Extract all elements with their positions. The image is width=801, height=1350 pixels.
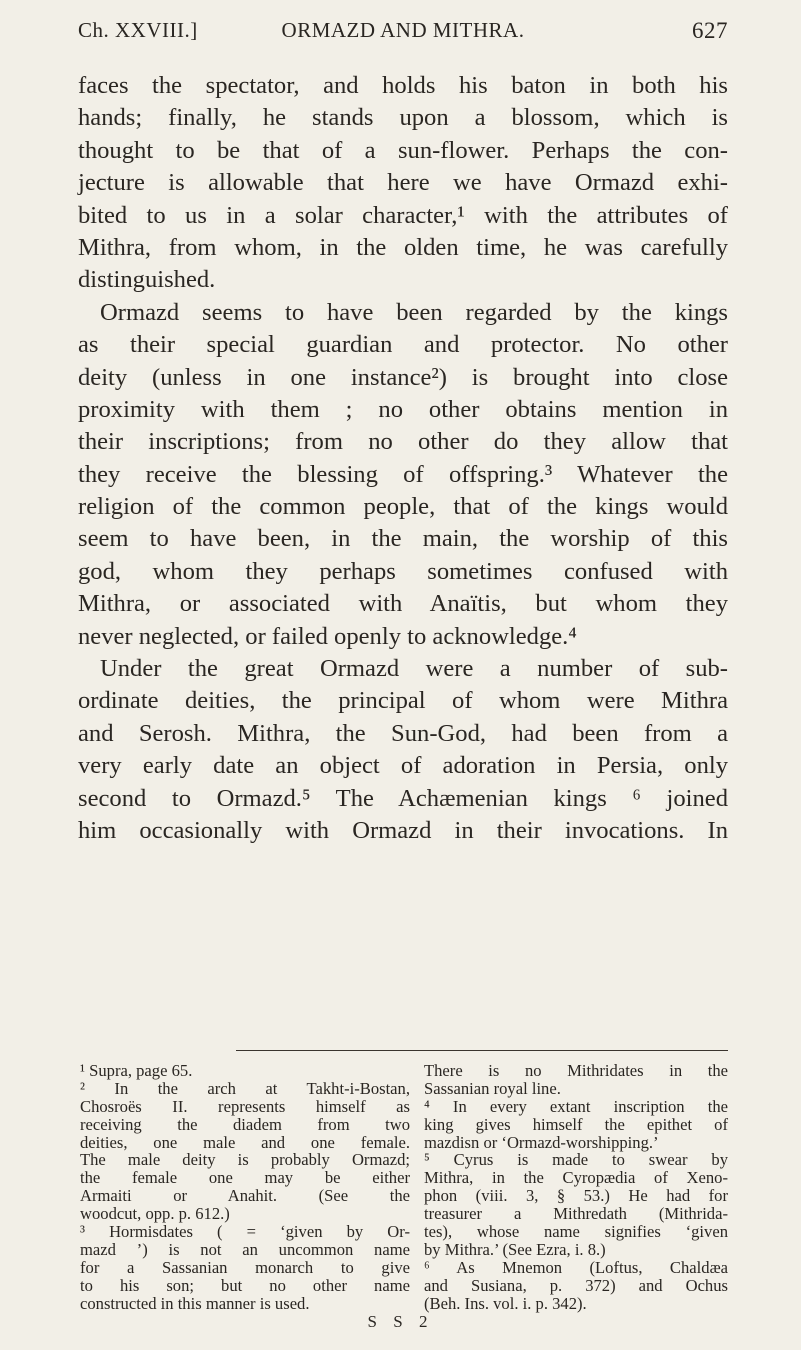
footnote-line: (Beh. Ins. vol. i. p. 342). (424, 1293, 587, 1313)
footnote-line: Armaiti or Anahit. (See the (80, 1186, 410, 1206)
text-line: as their special guardian and protector. No other (78, 331, 728, 359)
text-line: and Serosh. Mithra, the Sun-God, had been from a (78, 719, 728, 747)
text-line: deity (unless in one instance²) is brought into close (78, 363, 728, 391)
text-line: ordinate deities, the principal of whom were Mithra (78, 687, 728, 715)
footnote-line: Sassanian royal line. (424, 1078, 561, 1098)
footnotes-right-column (424, 1062, 728, 1312)
signature-mark: S S 2 (367, 1312, 434, 1331)
footnote-line: mazdisn or ‘Ormazd-worshipping.’ (424, 1132, 659, 1152)
page-number: 627 (692, 18, 728, 43)
footnote-line: woodcut, opp. p. 612.) (80, 1204, 230, 1224)
text-line: never neglected, or failed openly to acknowledge.⁴ (78, 622, 577, 650)
text-line: hands; finally, he stands upon a blossom, which is (78, 104, 728, 132)
footnote-line: constructed in this manner is used. (80, 1293, 310, 1313)
footnote-line: king gives himself the epithet of (424, 1114, 728, 1134)
text-line: second to Ormazd.⁵ The Achæmenian kings ⁶ joined (78, 784, 728, 812)
footnote-line: ¹ Supra, page 65. (80, 1061, 193, 1080)
footnote-line: to his son; but no other name (80, 1275, 410, 1295)
footnote-line: receiving the diadem from two (80, 1114, 410, 1134)
text-line: him occasionally with Ormazd in their invocations. In (78, 816, 728, 844)
page-title: ORMAZD AND MITHRA. (281, 18, 525, 42)
text-line: seem to have been, in the main, the worship of this (78, 525, 728, 553)
footnote-line: ³ Hormisdates ( = ‘given by Or- (80, 1222, 410, 1242)
footnote-line: Chosroës II. represents himself as (80, 1096, 410, 1116)
footnote-line: ² In the arch at Takht-i-Bostan, (80, 1078, 410, 1098)
footnote-line: ⁶ As Mnemon (Loftus, Chaldæa (424, 1257, 728, 1277)
footnote-line: the female one may be either (80, 1168, 410, 1188)
text-line: Under the great Ormazd were a number of sub- (100, 655, 728, 683)
footnote-line: Mithra, in the Cyropædia of Xeno- (424, 1168, 728, 1188)
footnote-line: tes), whose name signifies ‘given (424, 1222, 728, 1242)
footnote-line: for a Sassanian monarch to give (80, 1257, 410, 1277)
text-line: proximity with them ; no other obtains mention in (78, 395, 728, 423)
text-line: thought to be that of a sun-flower. Perhaps the con- (78, 136, 728, 164)
chapter-label: Ch. XXVIII.] (78, 18, 198, 42)
footnote-line: There is no Mithridates in the (424, 1061, 728, 1080)
footnote-line: deities, one male and one female. (80, 1132, 410, 1152)
footnote-line: ⁴ In every extant inscription the (424, 1096, 728, 1116)
text-line: god, whom they perhaps sometimes confused with (78, 557, 728, 585)
footnote-line: and Susiana, p. 372) and Ochus (424, 1275, 728, 1295)
text-line: their inscriptions; from no other do they allow that (78, 428, 728, 456)
text-line: very early date an object of adoration in Persia, only (78, 752, 728, 780)
text-line: Ormazd seems to have been regarded by the kings (100, 298, 728, 326)
text-line: distinguished. (78, 266, 216, 294)
footnotes-left-column (80, 1062, 410, 1312)
footnote-line: phon (viii. 3, § 53.) He had for (424, 1186, 728, 1206)
main-text (78, 70, 728, 847)
footnote-divider (236, 1050, 728, 1051)
text-line: bited to us in a solar character,¹ with the attributes of (78, 201, 728, 229)
text-line: Mithra, or associated with Anaïtis, but whom they (78, 590, 728, 618)
text-line: Mithra, from whom, in the olden time, he was carefully (78, 233, 728, 261)
footnote-line: The male deity is probably Ormazd; (80, 1150, 410, 1170)
running-header (78, 18, 728, 54)
footnote-line: by Mithra.’ (See Ezra, i. 8.) (424, 1239, 606, 1259)
footnote-line: treasurer a Mithredath (Mithrida- (424, 1204, 728, 1224)
text-line: jecture is allowable that here we have Ormazd exhi- (78, 169, 728, 197)
text-line: faces the spectator, and holds his baton in both his (78, 72, 728, 99)
footnote-line: mazd ’) is not an uncommon name (80, 1239, 410, 1259)
footnote-line: ⁵ Cyrus is made to swear by (424, 1150, 728, 1170)
text-line: religion of the common people, that of the kings would (78, 493, 728, 521)
text-line: they receive the blessing of offspring.³ Whatever the (78, 460, 728, 488)
